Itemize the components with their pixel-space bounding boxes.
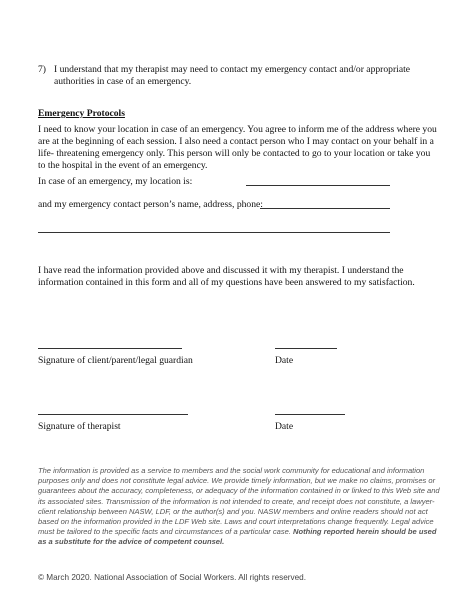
emergency-protocols-paragraph: I need to know your location in case of an emergency. You agree to inform me of the address where you are at the beginning of each session. I also need a contact person who I may contact on your behalf in a life- threatening emergency only. This person will only be contacted to go to your location or take you to the hospital in the event of an emergency.	[38, 124, 437, 171]
client-date-label: Date	[275, 355, 294, 366]
disclaimer-text: The information is provided as a service to members and the social work community for educational and information purposes only and does not constitute legal advice. We provide timely information, but we make no claims, promises or guarantees about the accuracy, completeness, or adequacy of the information contained in or linked to this Web site and its associated sites. Transmission of the information is not intended to create, and receipt does not constitute, a lawyer-client relationship between NASW, LDF, or the author(s) and you. NASW members and online readers should not act based on the information provided in the LDF Web site. Laws and court interpretations change frequently. Legal advice must be tailored to the specific facts and circumstances of a particular case.	[38, 466, 440, 537]
location-field[interactable]	[246, 185, 390, 186]
client-signature-label: Signature of client/parent/legal guardian	[38, 355, 193, 366]
client-date-line[interactable]	[275, 348, 337, 349]
acknowledgement-paragraph: I have read the information provided above and discussed it with my therapist. I understand the information contained in this form and all of my questions have been answered to my satisfaction.	[38, 265, 415, 288]
emergency-contact-field-continued[interactable]	[38, 232, 390, 233]
item-text: I understand that my therapist may need to contact my emergency contact and/or appropriate authorities in case of an emergency.	[54, 64, 410, 87]
client-signature-line[interactable]	[38, 348, 182, 349]
disclaimer-bold-text: Nothing reported herein should be used as a substitute for the advice of competent counsel.	[38, 527, 437, 547]
copyright-notice: © March 2020. National Association of Social Workers. All rights reserved.	[38, 573, 306, 582]
emergency-protocols-heading: Emergency Protocols	[38, 108, 125, 119]
therapist-date-label: Date	[275, 421, 294, 432]
therapist-signature-line[interactable]	[38, 414, 188, 415]
item-number: 7)	[38, 64, 46, 75]
location-label: In case of an emergency, my location is:	[38, 176, 193, 187]
emergency-contact-label: and my emergency contact person’s name, address, phone:	[38, 199, 263, 210]
emergency-contact-field[interactable]	[260, 208, 390, 209]
therapist-signature-label: Signature of therapist	[38, 421, 121, 432]
legal-disclaimer	[38, 466, 440, 548]
therapist-date-line[interactable]	[275, 414, 345, 415]
